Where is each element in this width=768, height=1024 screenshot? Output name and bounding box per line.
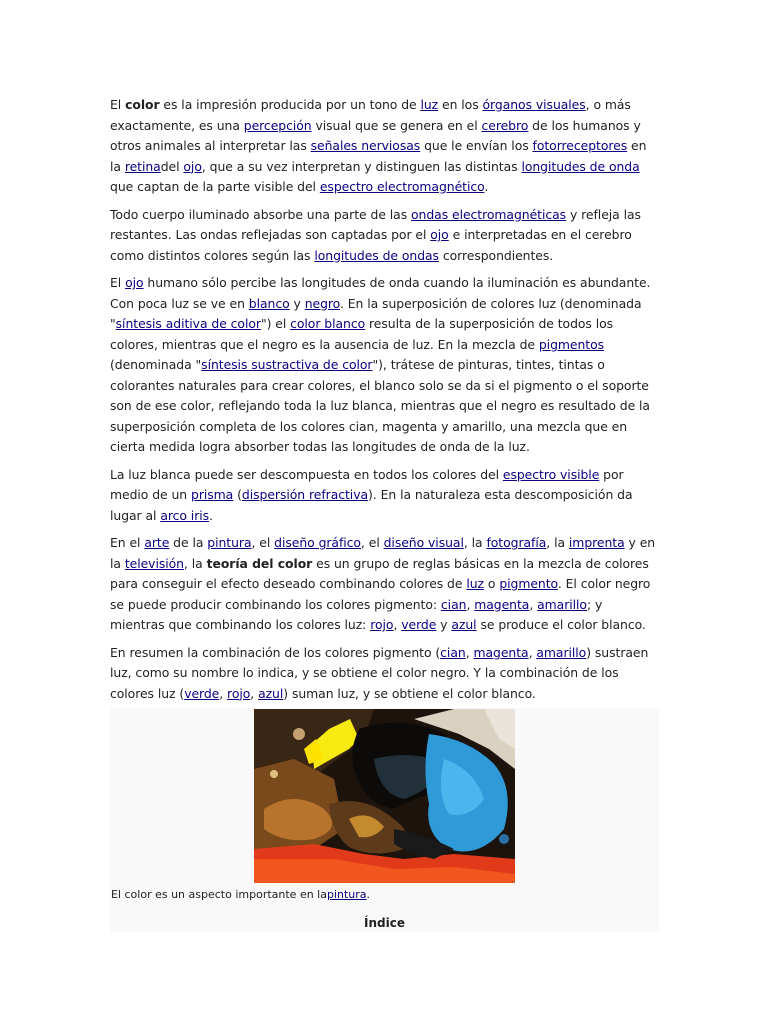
text: , el (251, 535, 275, 550)
link[interactable]: órganos visuales (482, 97, 586, 112)
link[interactable]: verde (401, 617, 437, 632)
link[interactable]: rojo (227, 685, 251, 701)
text: en los (438, 97, 483, 112)
link[interactable]: ojo (125, 275, 144, 290)
link[interactable]: amarillo (536, 644, 587, 660)
link[interactable]: ojo (183, 158, 202, 174)
article-body (110, 95, 660, 711)
text: . El color negro se puede producir combinando los colores pigmento: (110, 576, 651, 612)
text: El (110, 275, 126, 290)
text: de los humanos y otros animales al interpretar las (110, 117, 641, 153)
link[interactable]: ondas electromagnéticas (411, 206, 567, 222)
text: y refleja las restantes. Las ondas reflejadas son captadas por el (110, 206, 641, 242)
link[interactable]: longitudes de onda (521, 158, 640, 174)
text: en la (110, 138, 647, 174)
link[interactable]: blanco (248, 295, 290, 311)
link[interactable]: síntesis aditiva de color (115, 316, 261, 331)
text: ). En la naturaleza esta descomposición da lugar al (110, 487, 633, 523)
link[interactable]: arco iris (160, 507, 210, 523)
text: e interpretadas en el cerebro como distintos colores según las (110, 227, 632, 263)
painting-image (254, 709, 515, 883)
text: del (160, 158, 184, 174)
paragraph (110, 465, 660, 527)
link[interactable]: síntesis sustractiva de color (201, 357, 373, 372)
text: , (529, 596, 538, 612)
text: , (466, 596, 475, 612)
text: y (289, 295, 305, 311)
text: , el (360, 535, 384, 550)
link[interactable]: verde (184, 685, 220, 701)
text: , que a su vez interpretan y distinguen las distintas (201, 158, 522, 174)
text: , (393, 617, 402, 632)
link[interactable]: magenta (473, 644, 529, 660)
text: "), trátese de pinturas, tintes, tintas o colorantes naturales para crear colores, el blanco solo se da si el pigmento o el soporte son de ese color, reflejando toda la luz blanca, mientras que el negro es resultado de la superposición completa de los colores cian, magenta y amarillo, una mezcla que en cierta medida logra absorber todas las longitudes de onda de la luz. (110, 357, 650, 454)
text: , (219, 685, 228, 701)
link[interactable]: retina (124, 158, 161, 174)
link[interactable]: arte (144, 535, 170, 550)
link[interactable]: dispersión refractiva (241, 487, 369, 502)
text: El (110, 97, 126, 112)
text: es la impresión producida por un tono de (159, 97, 421, 112)
text: visual que se genera en el (311, 117, 482, 133)
link[interactable]: prisma (191, 487, 234, 502)
text: La luz blanca puede ser descompuesta en todos los colores del (110, 466, 503, 482)
paragraph (110, 533, 660, 636)
bold-text: color (125, 97, 160, 112)
caption-link-pintura[interactable]: pintura (326, 888, 367, 901)
link[interactable]: magenta (474, 596, 530, 612)
text: por medio de un (110, 466, 624, 502)
text: ) sustraen luz, como su nombre lo indica, y se obtiene el color negro. Y la combinación de los colores luz ( (110, 644, 649, 701)
link[interactable]: luz (420, 97, 439, 112)
figure-caption (111, 888, 370, 902)
link[interactable]: fotografía (486, 535, 547, 550)
paragraph (110, 643, 660, 705)
link[interactable]: color blanco (290, 316, 366, 331)
link[interactable]: televisión (124, 555, 184, 571)
text: Todo cuerpo iluminado absorbe una parte de las (110, 206, 412, 222)
text: se produce el color blanco. (476, 617, 646, 632)
text: . (209, 507, 213, 523)
text: ) suman luz, y se obtiene el color blanco. (283, 685, 536, 701)
link[interactable]: longitudes de ondas (314, 247, 439, 263)
link[interactable]: ojo (430, 227, 449, 242)
link[interactable]: diseño visual (383, 535, 464, 550)
link[interactable]: espectro electromagnético (319, 179, 485, 194)
text: de la (169, 535, 208, 550)
link[interactable]: rojo (370, 617, 394, 632)
text: (denominada " (110, 357, 202, 372)
text: resulta de la superposición de todos los colores, mientras que el negro es la ausencia de luz. En la mezcla de (110, 316, 614, 352)
text: ") el (260, 316, 291, 331)
text: , o más exactamente, es una (110, 97, 631, 133)
text: que le envían los (420, 138, 533, 153)
text: que captan de la parte visible del (110, 179, 320, 194)
link[interactable]: diseño gráfico (274, 535, 361, 550)
link[interactable]: fotorreceptores (532, 138, 628, 153)
text: correspondientes. (438, 247, 554, 263)
text: ; y mientras que combinando los colores luz: (110, 596, 603, 632)
text: , la (546, 535, 569, 550)
text: o (484, 576, 500, 591)
paragraph (110, 95, 660, 198)
link[interactable]: cerebro (481, 117, 529, 133)
text: , (250, 685, 259, 701)
link[interactable]: azul (451, 617, 477, 632)
text: En el (110, 535, 145, 550)
text: , (465, 644, 474, 660)
link[interactable]: percepción (243, 117, 312, 133)
text: . (484, 179, 489, 194)
link[interactable]: pigmento (499, 576, 558, 591)
text: , la (463, 535, 487, 550)
text: , (528, 644, 537, 660)
link[interactable]: negro (304, 295, 340, 311)
figure-box (110, 708, 659, 932)
text: es un grupo de reglas básicas en la mezcla de colores para conseguir el efecto deseado combinando colores de (110, 555, 649, 591)
toc-title: Índice (364, 916, 405, 930)
link[interactable]: pigmentos (538, 336, 605, 352)
link[interactable]: amarillo (537, 596, 587, 612)
caption-text: El color es un aspecto importante en la (111, 888, 327, 901)
text: ( (233, 487, 242, 502)
text: . En la superposición de colores luz (denominada " (110, 295, 642, 331)
link[interactable]: cian (440, 596, 467, 612)
link[interactable]: pintura (207, 535, 252, 550)
link[interactable]: señales nerviosas (310, 138, 421, 153)
text: En resumen la combinación de los colores pigmento ( (110, 644, 441, 660)
paragraph (110, 205, 660, 267)
link[interactable]: azul (258, 685, 284, 701)
text: y en la (110, 535, 656, 571)
text: , la (183, 555, 207, 571)
link[interactable]: cian (440, 644, 466, 660)
caption-end: . (366, 888, 371, 901)
bold-text: teoría del color (206, 555, 313, 571)
paragraph (110, 273, 660, 458)
link[interactable]: luz (466, 576, 484, 591)
text: y (436, 617, 452, 632)
link[interactable]: imprenta (568, 535, 625, 550)
link[interactable]: espectro visible (502, 466, 600, 482)
text: humano sólo percibe las longitudes de onda cuando la iluminación es abundante. Con poca luz se ve en (110, 275, 651, 311)
